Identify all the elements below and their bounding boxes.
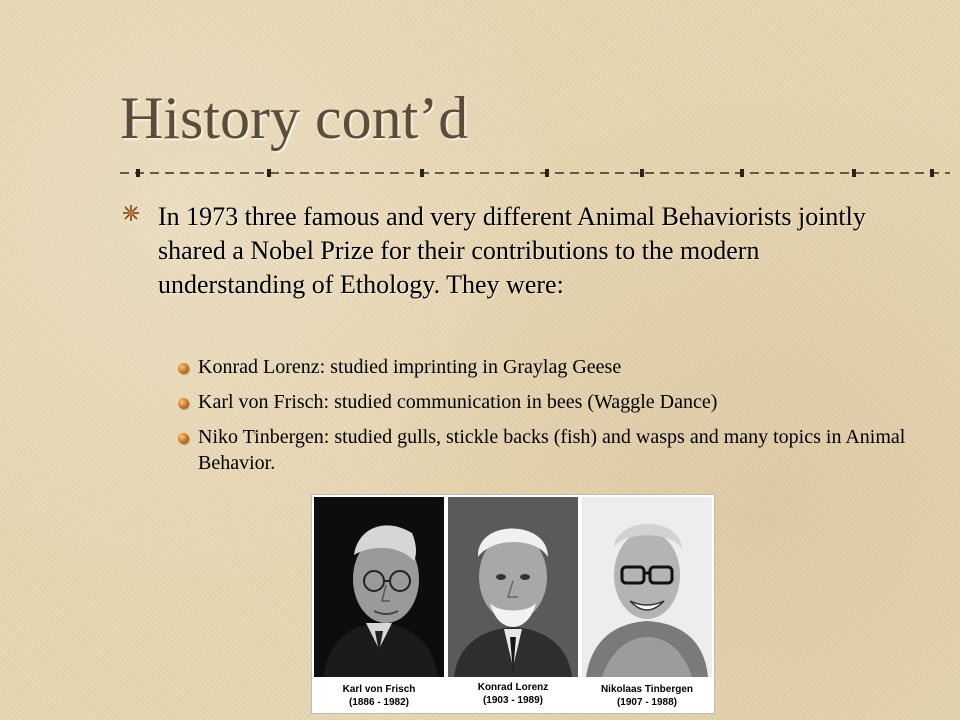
caption-nikolaas-tinbergen [580, 683, 714, 709]
laureate-photos [311, 494, 715, 714]
sub-bullet-text: Karl von Frisch: studied communication in bees (Waggle Dance) [198, 391, 718, 413]
bullet-dot-icon [178, 363, 189, 374]
caption-konrad-lorenz [446, 681, 580, 707]
caption-name: Karl von Frisch [342, 684, 416, 695]
sub-bullet-item [178, 389, 918, 415]
portrait-nikolaas-tinbergen [582, 497, 712, 677]
sub-bullet-item [178, 354, 918, 380]
bullet-dot-icon [178, 433, 189, 444]
sub-bullet-list [178, 354, 918, 485]
sub-bullet-item [178, 424, 918, 476]
slide-title: History cont’d [120, 85, 469, 151]
portrait-karl-von-frisch [314, 497, 444, 677]
caption-years: (1907 - 1988) [616, 697, 678, 708]
caption-name: Konrad Lorenz [477, 682, 549, 693]
title-divider [120, 160, 950, 186]
sub-bullet-text: Konrad Lorenz: studied imprinting in Graylag Geese [198, 356, 622, 378]
portrait-konrad-lorenz [448, 497, 578, 677]
caption-name: Nikolaas Tinbergen [600, 684, 694, 695]
caption-years: (1886 - 1982) [348, 697, 410, 708]
caption-karl-von-frisch [312, 683, 446, 709]
main-bullet [122, 200, 902, 302]
ornament-bullet-icon [122, 204, 140, 222]
main-bullet-text: In 1973 three famous and very different Animal Behaviorists jointly shared a Nobel Prize for their contributions to the modern understanding of Ethology. They were: [158, 202, 866, 299]
sub-bullet-text: Niko Tinbergen: studied gulls, stickle backs (fish) and wasps and many topics in Animal Behavior. [198, 426, 906, 474]
caption-years: (1903 - 1989) [482, 695, 544, 706]
bullet-dot-icon [178, 398, 189, 409]
